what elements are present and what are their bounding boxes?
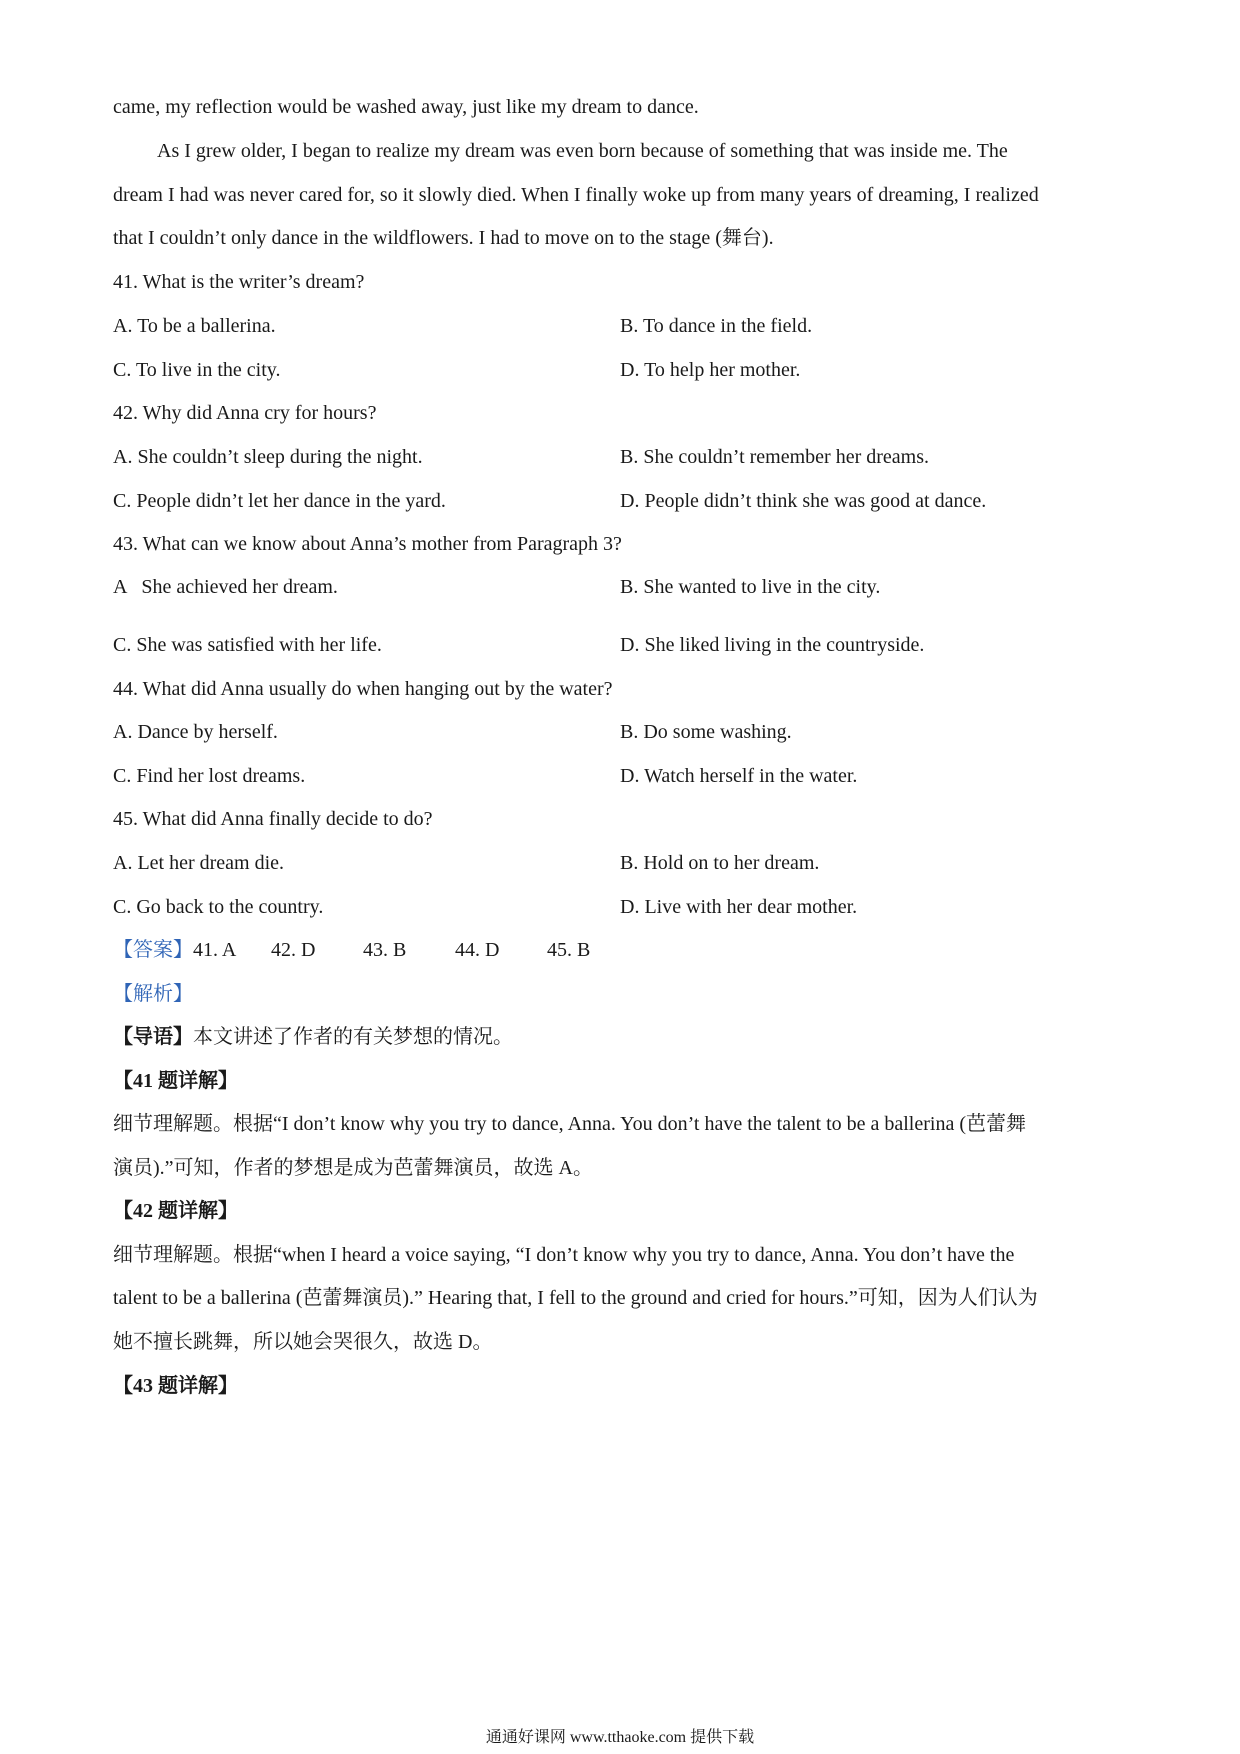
option-45-d: D. Live with her dear mother. — [620, 896, 858, 918]
analysis-label: 【解析】 — [113, 983, 193, 1005]
option-41-b: B. To dance in the field. — [620, 315, 813, 337]
intro-line — [113, 1025, 513, 1049]
option-45-a: A. Let her dream die. — [113, 852, 285, 874]
q41-detail-label: 【41 题详解】 — [113, 1070, 238, 1092]
q42-detail-line: talent to be a ballerina (芭蕾舞演员).” Hearing that, I fell to the ground and cried for hours.”可知，因为人们认为 — [113, 1287, 1038, 1309]
answer-row — [113, 938, 590, 962]
question-45: 45. What did Anna finally decide to do? — [113, 808, 433, 830]
option-44-c: C. Find her lost dreams. — [113, 765, 306, 787]
option-45-b: B. Hold on to her dream. — [620, 852, 820, 874]
question-44: 44. What did Anna usually do when hanging out by the water? — [113, 678, 613, 700]
answer-42: 42. D — [271, 939, 316, 961]
question-41: 41. What is the writer’s dream? — [113, 271, 365, 293]
passage-line: dream I had was never cared for, so it slowly died. When I finally woke up from many years of dreaming, I realized — [113, 184, 1039, 206]
intro-label: 【导语】 — [113, 1026, 193, 1048]
intro-text: 本文讲述了作者的有关梦想的情况。 — [193, 1026, 513, 1048]
option-44-a: A. Dance by herself. — [113, 721, 278, 743]
q42-detail-line: 细节理解题。根据“when I heard a voice saying, “I don’t know why you try to dance, Anna. You don’t have the — [113, 1244, 1015, 1266]
option-43-d: D. She liked living in the countryside. — [620, 634, 925, 656]
q42-detail-label: 【42 题详解】 — [113, 1200, 238, 1222]
answer-44: 44. D — [455, 939, 500, 961]
answer-41: 41. A — [193, 939, 237, 961]
option-41-d: D. To help her mother. — [620, 359, 801, 381]
option-44-b: B. Do some washing. — [620, 721, 792, 743]
option-43-a: A She achieved her dream. — [113, 576, 338, 598]
option-41-c: C. To live in the city. — [113, 359, 281, 381]
option-42-c: C. People didn’t let her dance in the yard. — [113, 490, 446, 512]
option-42-a: A. She couldn’t sleep during the night. — [113, 446, 423, 468]
option-45-c: C. Go back to the country. — [113, 896, 324, 918]
answer-45: 45. B — [547, 939, 591, 961]
option-43-b: B. She wanted to live in the city. — [620, 576, 881, 598]
q41-detail-line: 细节理解题。根据“I don’t know why you try to dance, Anna. You don’t have the talent to be a ballerina (芭蕾舞 — [113, 1113, 1026, 1135]
question-42: 42. Why did Anna cry for hours? — [113, 402, 377, 424]
option-42-b: B. She couldn’t remember her dreams. — [620, 446, 929, 468]
answer-43: 43. B — [363, 939, 407, 961]
q41-detail-line: 演员).”可知，作者的梦想是成为芭蕾舞演员，故选 A。 — [113, 1157, 593, 1179]
q42-detail-line: 她不擅长跳舞，所以她会哭很久，故选 D。 — [113, 1331, 493, 1353]
passage-line: came, my reflection would be washed away, just like my dream to dance. — [113, 96, 699, 118]
question-43: 43. What can we know about Anna’s mother from Paragraph 3? — [113, 533, 622, 555]
answer-label: 【答案】 — [113, 939, 193, 961]
q43-detail-label: 【43 题详解】 — [113, 1375, 238, 1397]
passage-line: As I grew older, I began to realize my dream was even born because of something that was inside me. The — [157, 140, 1008, 162]
passage-line: that I couldn’t only dance in the wildflowers. I had to move on to the stage (舞台). — [113, 227, 774, 249]
option-43-c: C. She was satisfied with her life. — [113, 634, 382, 656]
option-42-d: D. People didn’t think she was good at dance. — [620, 490, 987, 512]
option-41-a: A. To be a ballerina. — [113, 315, 276, 337]
option-44-d: D. Watch herself in the water. — [620, 765, 858, 787]
page-footer: 通通好课网 www.tthaoke.com 提供下载 — [485, 1729, 755, 1746]
